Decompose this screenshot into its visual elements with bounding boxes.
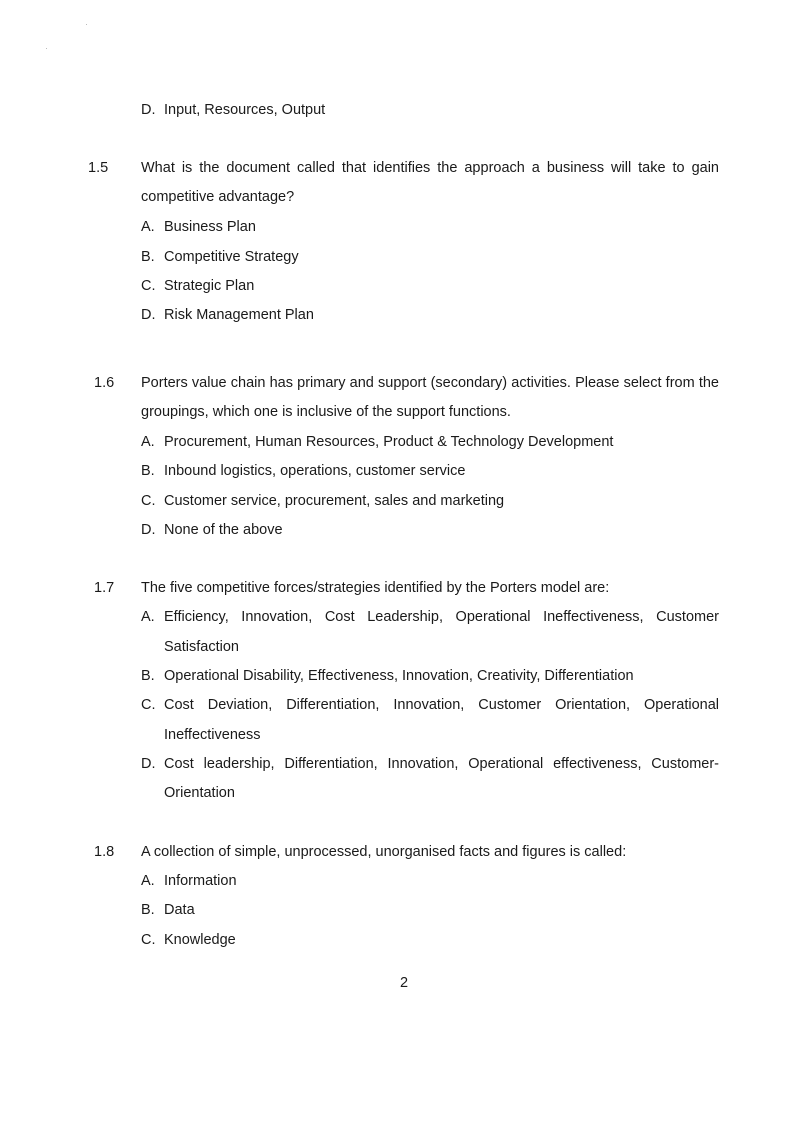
- option-text-continued: Ineffectiveness: [164, 727, 261, 743]
- option-letter: C.: [141, 697, 156, 713]
- option-text: Customer service, procurement, sales and marketing: [164, 493, 505, 509]
- page-number: 2: [400, 975, 409, 991]
- option-text: Competitive Strategy: [164, 249, 299, 265]
- question-stem-line: The five competitive forces/strategies identified by the Porters model are:: [141, 580, 610, 596]
- option-letter: D.: [141, 102, 156, 118]
- option-text: Information: [164, 873, 237, 889]
- option-letter: C.: [141, 932, 156, 948]
- option-letter: B.: [141, 902, 155, 918]
- option-text: Data: [164, 902, 195, 918]
- scan-speck: [46, 48, 47, 49]
- question-stem-line: groupings, which one is inclusive of the support functions.: [141, 404, 511, 420]
- question-number: 1.6: [94, 375, 115, 391]
- option-text: Operational Disability, Effectiveness, Innovation, Creativity, Differentiation: [164, 668, 634, 684]
- option-text: Input, Resources, Output: [164, 102, 326, 118]
- scan-speck: [86, 24, 87, 25]
- question-stem-line: A collection of simple, unprocessed, unorganised facts and figures is called:: [141, 844, 627, 860]
- option-letter: B.: [141, 463, 155, 479]
- question-stem-line: competitive advantage?: [141, 189, 295, 205]
- question-number: 1.8: [94, 844, 115, 860]
- question-number: 1.5: [88, 160, 109, 176]
- option-text: Procurement, Human Resources, Product & Technology Development: [164, 434, 614, 450]
- option-letter: A.: [141, 434, 155, 450]
- question-number: 1.7: [94, 580, 115, 596]
- option-text: Business Plan: [164, 219, 256, 235]
- option-text: Inbound logistics, operations, customer service: [164, 463, 466, 479]
- option-letter: A.: [141, 219, 155, 235]
- option-text-continued: Satisfaction: [164, 639, 239, 655]
- option-letter: D.: [141, 522, 156, 538]
- option-text: Risk Management Plan: [164, 307, 314, 323]
- option-text: Knowledge: [164, 932, 236, 948]
- question-stem-line: Porters value chain has primary and support (secondary) activities. Please select from the: [141, 375, 719, 391]
- option-letter: C.: [141, 493, 156, 509]
- option-text: Efficiency, Innovation, Cost Leadership, Operational Ineffectiveness, Customer: [164, 609, 719, 625]
- option-letter: B.: [141, 249, 155, 265]
- option-text: Cost Deviation, Differentiation, Innovation, Customer Orientation, Operational: [164, 697, 719, 713]
- option-letter: C.: [141, 278, 156, 294]
- option-letter: B.: [141, 668, 155, 684]
- option-text-continued: Orientation: [164, 785, 235, 801]
- option-letter: D.: [141, 307, 156, 323]
- option-text: Cost leadership, Differentiation, Innovation, Operational effectiveness, Customer-: [164, 756, 719, 772]
- option-letter: D.: [141, 756, 156, 772]
- option-text: Strategic Plan: [164, 278, 255, 294]
- question-stem-line: What is the document called that identifies the approach a business will take to gain: [141, 160, 719, 176]
- option-letter: A.: [141, 873, 155, 889]
- option-letter: A.: [141, 609, 155, 625]
- option-text: None of the above: [164, 522, 283, 538]
